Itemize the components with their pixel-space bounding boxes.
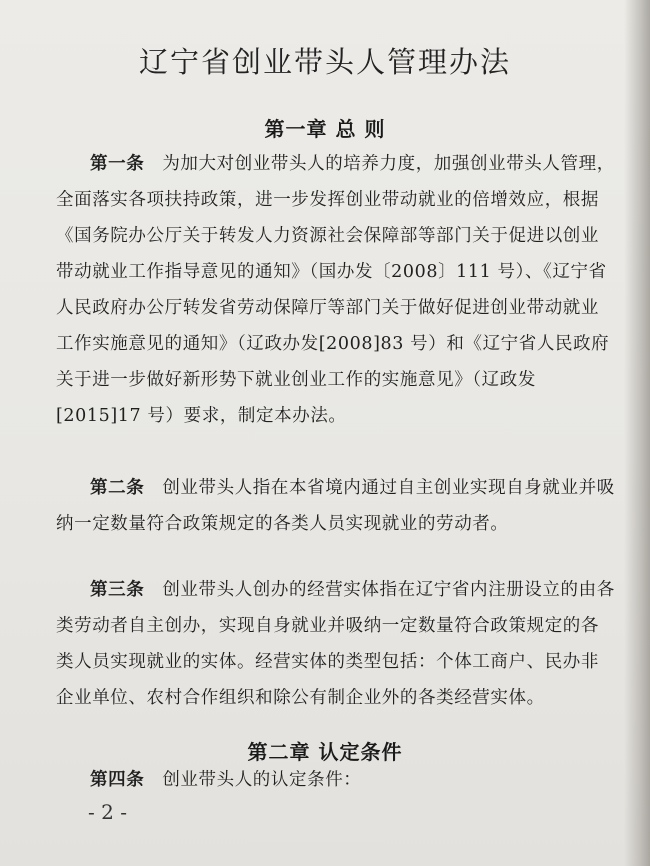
article-1 [56,146,616,434]
article-3-label: 第三条 [90,580,145,600]
article-3 [56,572,616,716]
page-number: - 2 - [88,800,127,824]
chapter-2-heading: 第二章 认定条件 [247,740,403,764]
article-1-text: 为加大对创业带头人的培养力度，加强创业带头人管理，全面落实各项扶持政策，进一步发挥创业带动就业的倍增效应，根据《国务院办公厅关于转发人力资源社会保障部等部门关于促进以创业带动就业工作指导意见的通知》（国办发〔2008〕111 号）、《辽宁省人民政府办公厅转发省劳动保障厅等部门关于做好促进创业带动就业工作实施意见的通知》（辽政办发[2008]83 号）和《辽宁省人民政府关于进一步做好新形势下就业创业工作的实施意见》（辽政发[2015]17 号）要求，制定本办法。 [56,154,615,426]
article-4-text: 创业带头人的认定条件： [162,770,362,790]
article-4 [56,762,616,798]
article-2-label: 第二条 [90,478,145,498]
article-2 [56,470,616,542]
article-1-label: 第一条 [90,154,145,174]
chapter-1-heading: 第一章 总 则 [264,117,386,141]
article-3-text: 创业带头人创办的经营实体指在辽宁省内注册设立的由各类劳动者自主创办，实现自身就业并吸纳一定数量符合政策规定的各类人员实现就业的实体。经营实体的类型包括：个体工商户、民办非企业单位、农村合作组织和除公有制企业外的各类经营实体。 [56,580,615,708]
article-4-label: 第四条 [90,770,145,790]
article-2-text: 创业带头人指在本省境内通过自主创业实现自身就业并吸纳一定数量符合政策规定的各类人员实现就业的劳动者。 [56,478,615,534]
document-title: 辽宁省创业带头人管理办法 [138,45,511,79]
